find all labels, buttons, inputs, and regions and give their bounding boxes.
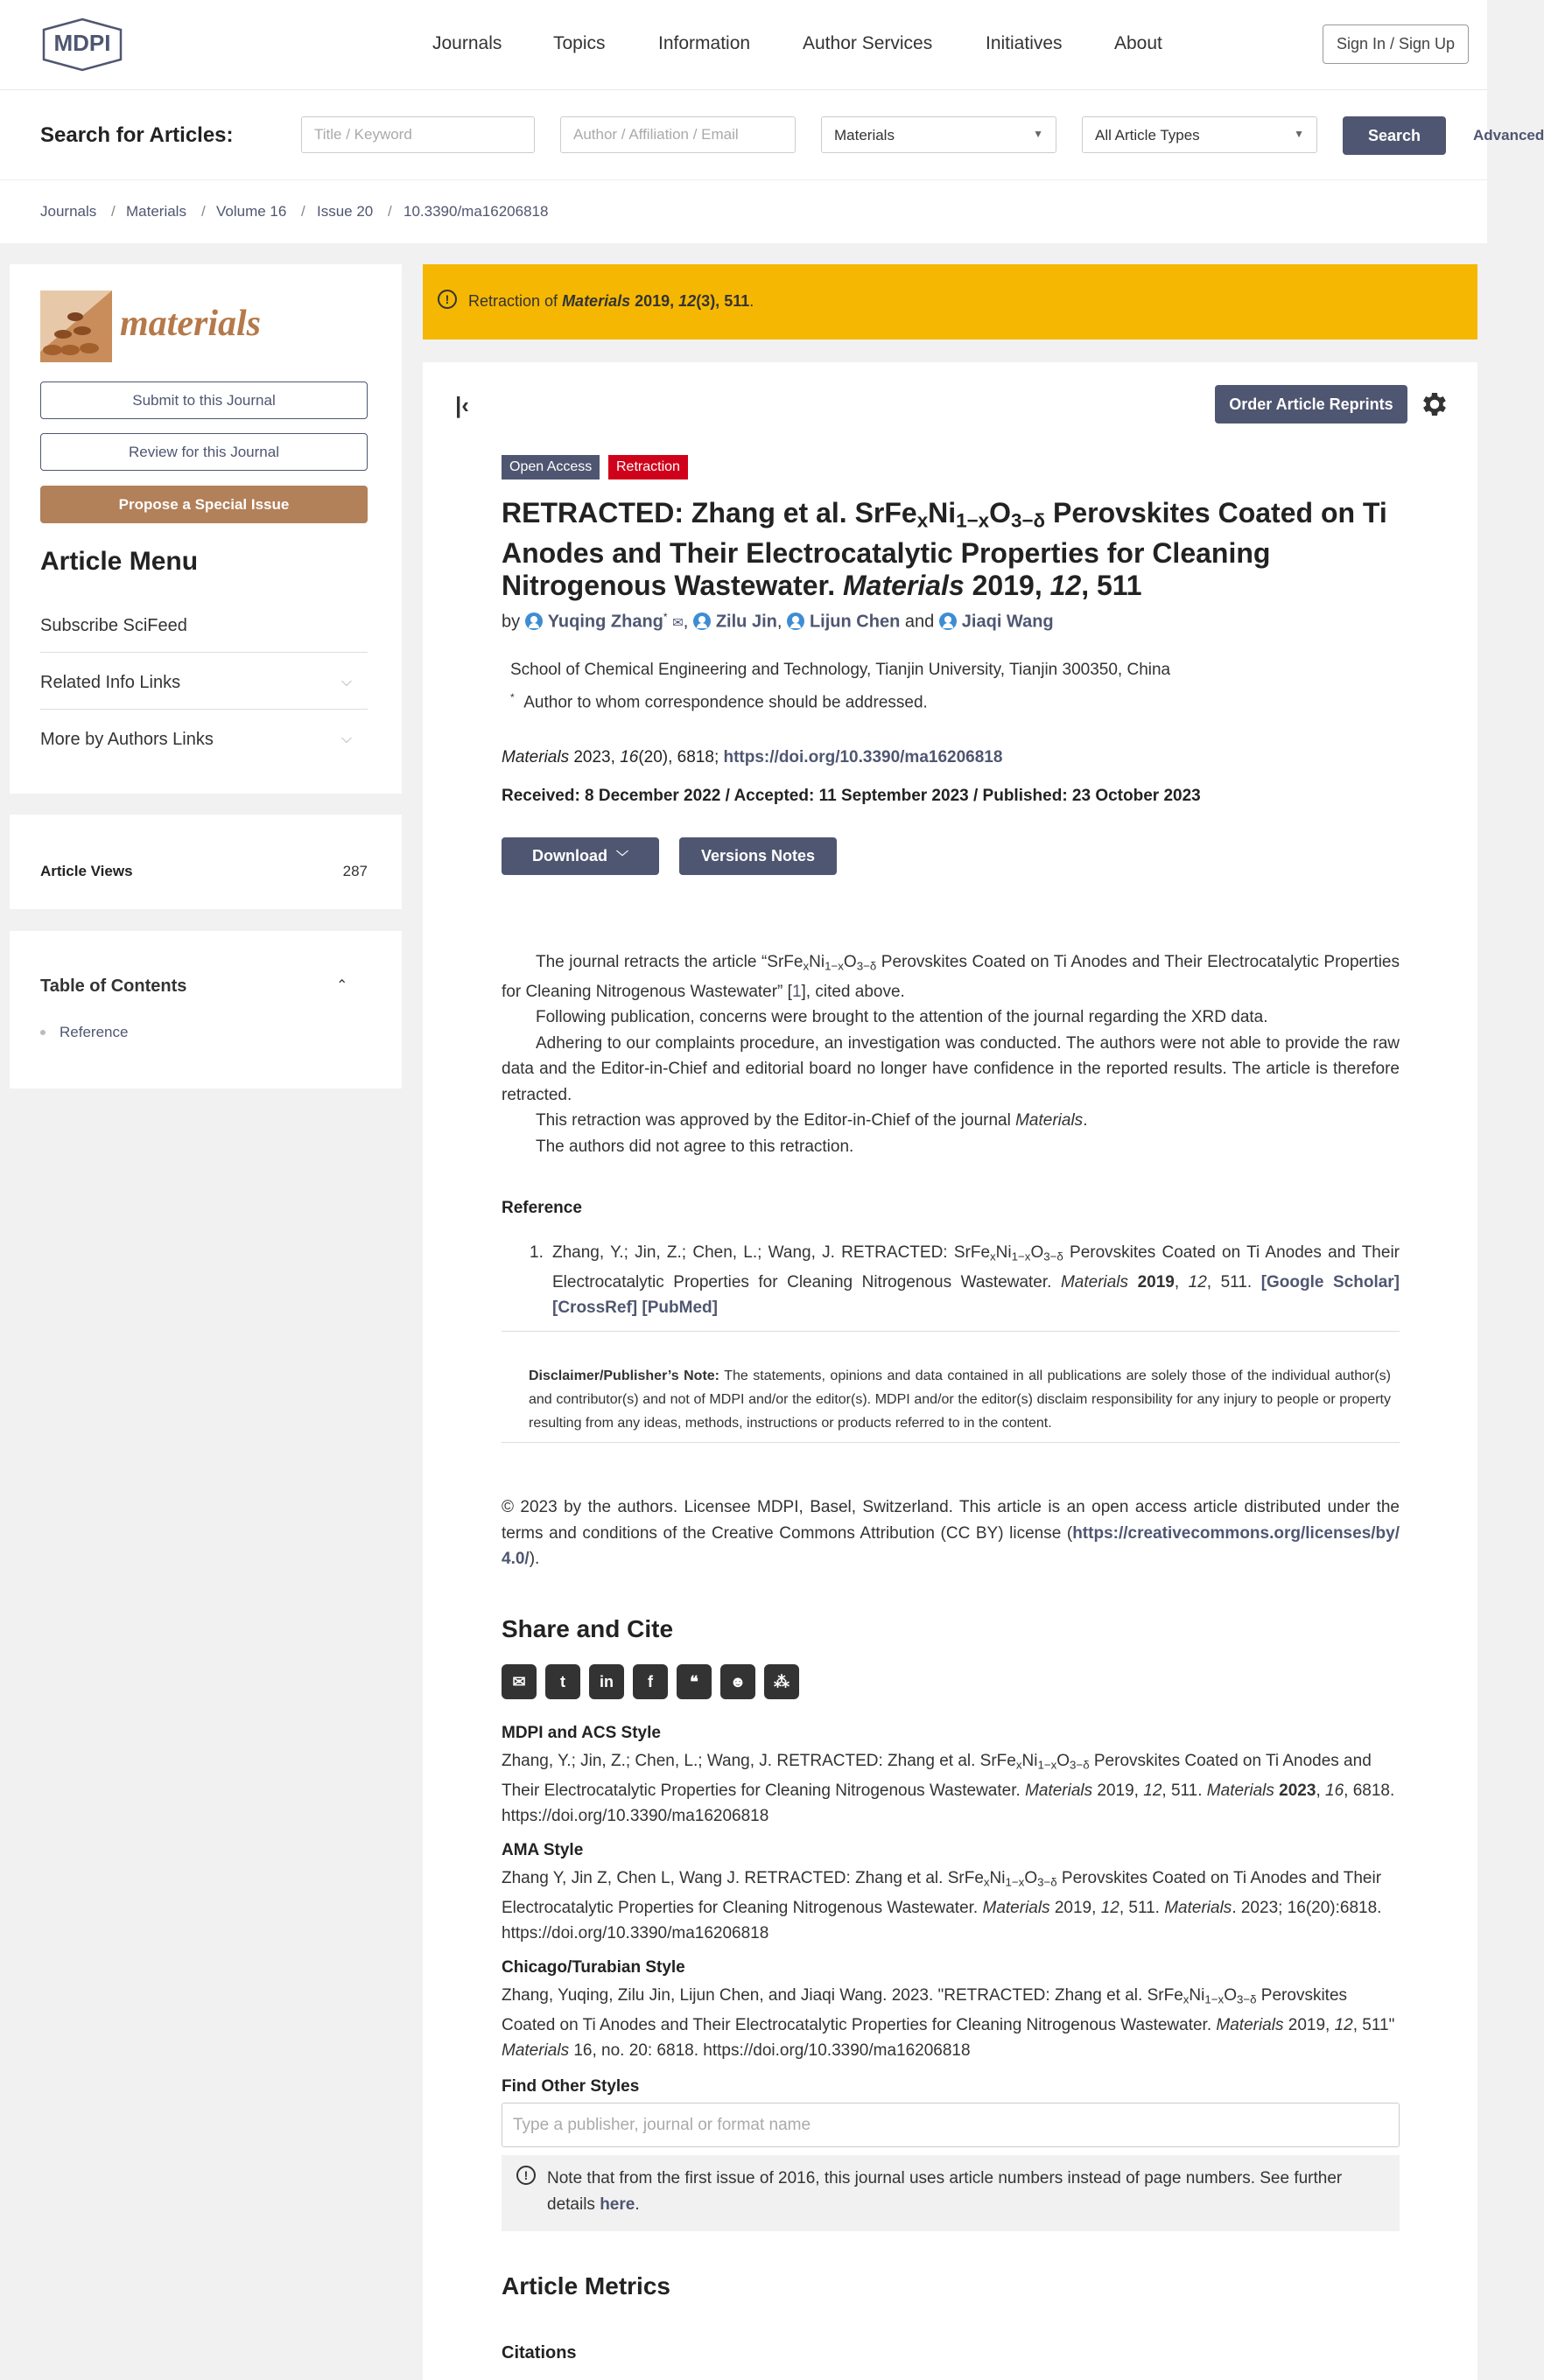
menu-subscribe-scifeed[interactable]	[40, 597, 368, 653]
advanced-search-link[interactable]: Advanced	[1473, 127, 1544, 144]
body-paragraph: Adhering to our complaints procedure, an investigation was conducted. The authors were not able to provide the raw data and the Editor-in-Chief and editorial board no longer have confidence in the reported results. The article is therefore retracted.	[502, 1033, 1400, 1104]
mdpi-style-heading: MDPI and ACS Style	[502, 1724, 661, 1742]
nav-information[interactable]: Information	[658, 33, 751, 53]
toc-title[interactable]: Table of Contents	[40, 976, 187, 996]
body-paragraph: Following publication, concerns were brought to the attention of the journal regarding the XRD data.	[536, 1008, 1268, 1027]
breadcrumb-doi: 10.3390/ma16206818	[404, 203, 549, 220]
breadcrumb	[0, 180, 1487, 243]
toc-bullet	[40, 1030, 46, 1035]
chevron-up-icon[interactable]: ⌃	[336, 978, 348, 993]
alert-icon: !	[438, 290, 457, 309]
table-of-contents-card	[10, 931, 402, 1088]
search-button[interactable]: Search	[1343, 116, 1446, 155]
breadcrumb-separator: /	[388, 203, 392, 220]
google-scholar-link[interactable]: [Google Scholar]	[1260, 1272, 1400, 1292]
divider	[502, 1442, 1400, 1443]
submit-journal-button[interactable]: Submit to this Journal	[40, 382, 368, 419]
order-reprints-button[interactable]: Order Article Reprints	[1215, 385, 1407, 424]
article-menu-title: Article Menu	[40, 547, 199, 576]
chevron-down-icon: ▼	[1294, 128, 1304, 140]
ama-style-citation: Zhang Y, Jin Z, Chen L, Wang J. RETRACTED: Zhang et al. $SrFe_xNi_{1-x}O_{3-\delta}$ Perovskites Coated on Ti Anodes and Their Electrocatalytic Properties for Cleaning Nitrogenous Wastewater. Materials 2019, 12, 511. Materials. 2023; 16(20):6818. https://doi.org/10.3390/ma16206818	[502, 1869, 1382, 1943]
reference-heading: Reference	[502, 1199, 582, 1217]
menu-related-info-links[interactable]	[40, 654, 368, 710]
retraction-banner-text[interactable]: Retraction of Materials 2019, 12(3), 511.	[468, 292, 754, 310]
body-paragraph: The authors did not agree to this retraction.	[536, 1137, 854, 1156]
style-search-input[interactable]: Type a publisher, journal or format name	[502, 2103, 1400, 2147]
journal-select-value: Materials	[834, 127, 895, 144]
collapse-sidebar-icon[interactable]: |‹	[455, 392, 469, 418]
materials-logo-icon[interactable]	[40, 290, 112, 362]
propose-special-issue-button[interactable]: Propose a Special Issue	[40, 486, 368, 523]
sign-in-button[interactable]: Sign In / Sign Up	[1323, 24, 1469, 64]
find-styles-heading: Find Other Styles	[502, 2077, 640, 2096]
author-link[interactable]: Lijun Chen	[809, 612, 901, 632]
breadcrumb-separator: /	[111, 203, 116, 220]
person-icon	[693, 612, 711, 630]
top-header	[0, 0, 1487, 90]
gear-icon[interactable]	[1419, 388, 1450, 420]
details-link[interactable]: here	[600, 2194, 635, 2214]
wechat-icon[interactable]: ❝	[677, 1664, 712, 1699]
chevron-down-icon: ▼	[1033, 128, 1043, 140]
chevron-down-icon: ﹀	[616, 849, 628, 864]
breadcrumb-volume[interactable]: Volume 16	[216, 203, 287, 220]
facebook-icon[interactable]: f	[633, 1664, 668, 1699]
article-views-card	[10, 815, 402, 909]
journal-select[interactable]	[821, 116, 1056, 153]
correspondence-note: * Author to whom correspondence should be addressed.	[510, 691, 928, 712]
mdpi-style-citation: Zhang, Y.; Jin, Z.; Chen, L.; Wang, J. RETRACTED: Zhang et al. $SrFe_xNi_{1-x}O_{3-\delta}$ Perovskites Coated on Ti Anodes and Their Electrocatalytic Properties for Cleaning Nitrogenous Wastewater. Materials 2019, 12, 511. Materials 2023, 16, 6818. https://doi.org/10.3390/ma16206818	[502, 1752, 1395, 1826]
breadcrumb-separator: /	[301, 203, 305, 220]
crossref-link[interactable]: [CrossRef]	[552, 1298, 638, 1318]
note-text: Note that from the first issue of 2016, this journal uses article numbers instead of page numbers. See further details here.	[547, 2169, 1343, 2214]
person-icon	[525, 612, 543, 630]
review-journal-button[interactable]: Review for this Journal	[40, 433, 368, 471]
retraction-body	[502, 949, 1400, 1159]
affiliation: School of Chemical Engineering and Technology, Tianjin University, Tianjin 300350, China	[510, 661, 1171, 679]
menu-item-label: Related Info Links	[40, 673, 181, 692]
breadcrumb-separator: /	[201, 203, 206, 220]
citations-heading: Citations	[502, 2343, 577, 2362]
article-metrics-title: Article Metrics	[502, 2272, 670, 2300]
svg-text:MDPI: MDPI	[53, 30, 111, 56]
nav-author-services[interactable]: Author Services	[803, 33, 933, 53]
chicago-style-heading: Chicago/Turabian Style	[502, 1958, 685, 1977]
license-link[interactable]: https://creativecommons.org/licenses/by/4.0/	[502, 1523, 1400, 1568]
versions-notes-button[interactable]: Versions Notes	[679, 837, 837, 875]
ama-style-heading: AMA Style	[502, 1841, 584, 1859]
twitter-icon[interactable]: t	[545, 1664, 580, 1699]
article-views-count: 287	[342, 863, 368, 879]
article-type-select[interactable]	[1082, 116, 1317, 153]
article-type-value: All Article Types	[1095, 127, 1200, 144]
breadcrumb-journals[interactable]: Journals	[40, 203, 97, 220]
article-views-label: Article Views	[40, 863, 133, 879]
main-nav	[0, 33, 1487, 60]
reference-link[interactable]: 1	[791, 982, 802, 1001]
nav-journals[interactable]: Journals	[432, 33, 502, 53]
share-cite-title: Share and Cite	[502, 1615, 674, 1642]
reference-item: 1. Zhang, Y.; Jin, Z.; Chen, L.; Wang, J. RETRACTED: $SrFe_xNi_{1-x}O_{3-\delta}$ Perovskites Coated on Ti Anodes and Their Electrocatalytic Properties for Cleaning Nitrogenous Wastewater. Materials 2019, 12, 511. [Google Scholar] [CrossRef] [PubMed]	[530, 1243, 1400, 1318]
author-list: by Yuqing Zhang* ✉, Zilu Jin, Lijun Chen and Jiaqi Wang	[502, 611, 1054, 632]
license-text: © 2023 by the authors. Licensee MDPI, Basel, Switzerland. This article is an open access article distributed under the terms and conditions of the Creative Commons Attribution (CC BY) license (https://creativecommons.org/licenses/by/4.0/).	[502, 1498, 1400, 1568]
nav-about[interactable]: About	[1114, 33, 1162, 53]
publication-dates: Received: 8 December 2022 / Accepted: 11 September 2023 / Published: 23 October 2023	[502, 787, 1201, 805]
share-icons	[502, 1664, 799, 1699]
breadcrumb-materials[interactable]: Materials	[126, 203, 186, 220]
menu-more-by-authors[interactable]	[40, 710, 368, 766]
menu-item-label: Subscribe SciFeed	[40, 616, 187, 635]
envelope-icon[interactable]: ✉	[672, 615, 684, 631]
linkedin-icon[interactable]: in	[589, 1664, 624, 1699]
chevron-down-icon: ⌵	[340, 675, 352, 690]
open-access-badge: Open Access	[502, 455, 600, 480]
nav-initiatives[interactable]: Initiatives	[986, 33, 1063, 53]
article-title: RETRACTED: Zhang et al. $SrFe_xNi_{1-x}O_{3-\delta}$ Perovskites Coated on Ti Anodes and Their Electrocatalytic Properties for Cleaning Nitrogenous Wastewater. Materials 2019, 12, 511	[502, 497, 1387, 601]
chevron-down-icon: ⌵	[340, 732, 352, 746]
divider	[502, 1331, 1400, 1332]
author-link[interactable]: Zilu Jin	[715, 612, 777, 632]
title-keyword-input[interactable]: Title / Keyword	[301, 116, 535, 153]
info-icon: !	[516, 2166, 536, 2185]
body-paragraph: The journal retracts the article “$SrFe_xNi_{1-x}O_{3-\delta}$ Perovskites Coated on Ti Anodes and Their Electrocatalytic Properties for Cleaning Nitrogenous Wastewater” [1], cited above.	[502, 953, 1400, 1001]
doi-link[interactable]: https://doi.org/10.3390/ma16206818	[723, 748, 1003, 766]
body-paragraph: This retraction was approved by the Editor-in-Chief of the journal Materials.	[536, 1111, 1088, 1130]
reddit-icon[interactable]: ☻	[720, 1664, 755, 1699]
by-label: by	[502, 612, 521, 632]
person-icon	[787, 612, 804, 630]
download-button[interactable]: Download ﹀	[502, 837, 659, 875]
person-icon	[939, 612, 957, 630]
retraction-badge: Retraction	[608, 455, 688, 480]
menu-item-label: More by Authors Links	[40, 730, 214, 749]
breadcrumb-issue[interactable]: Issue 20	[317, 203, 374, 220]
author-link[interactable]: Yuqing Zhang	[547, 612, 663, 632]
mendeley-icon[interactable]: ⁂	[764, 1664, 799, 1699]
search-bar	[0, 90, 1544, 180]
author-link[interactable]: Jiaqi Wang	[961, 612, 1054, 632]
journal-name[interactable]: materials	[120, 304, 262, 344]
chicago-style-citation: Zhang, Yuqing, Zilu Jin, Lijun Chen, and Jiaqi Wang. 2023. "RETRACTED: Zhang et al. $SrFe_xNi_{1-x}O_{3-\delta}$ Perovskites Coated on Ti Anodes and Their Electrocatalytic Properties for Cleaning Nitrogenous Wastewater. Materials 2019, 12, 511" Materials 16, no. 20: 6818. https://doi.org/10.3390/ma16206818	[502, 1986, 1395, 2061]
disclaimer: Disclaimer/Publisher’s Note: The statements, opinions and data contained in all publications are solely those of the individual author(s) and contributor(s) and not of MDPI and/or the editor(s). MDPI and/or the editor(s) disclaim responsibility for any injury to people or property resulting from any ideas, methods, instructions or products referred to in the content.	[529, 1368, 1391, 1431]
author-input[interactable]: Author / Affiliation / Email	[560, 116, 796, 153]
toc-item-reference[interactable]: Reference	[60, 1024, 129, 1040]
nav-topics[interactable]: Topics	[553, 33, 606, 53]
email-icon[interactable]: ✉	[502, 1664, 537, 1699]
pubmed-link[interactable]: [PubMed]	[642, 1298, 718, 1318]
search-label: Search for Articles:	[40, 123, 234, 147]
citation-line: Materials 2023, 16(20), 6818; https://doi.org/10.3390/ma16206818	[502, 748, 1003, 766]
